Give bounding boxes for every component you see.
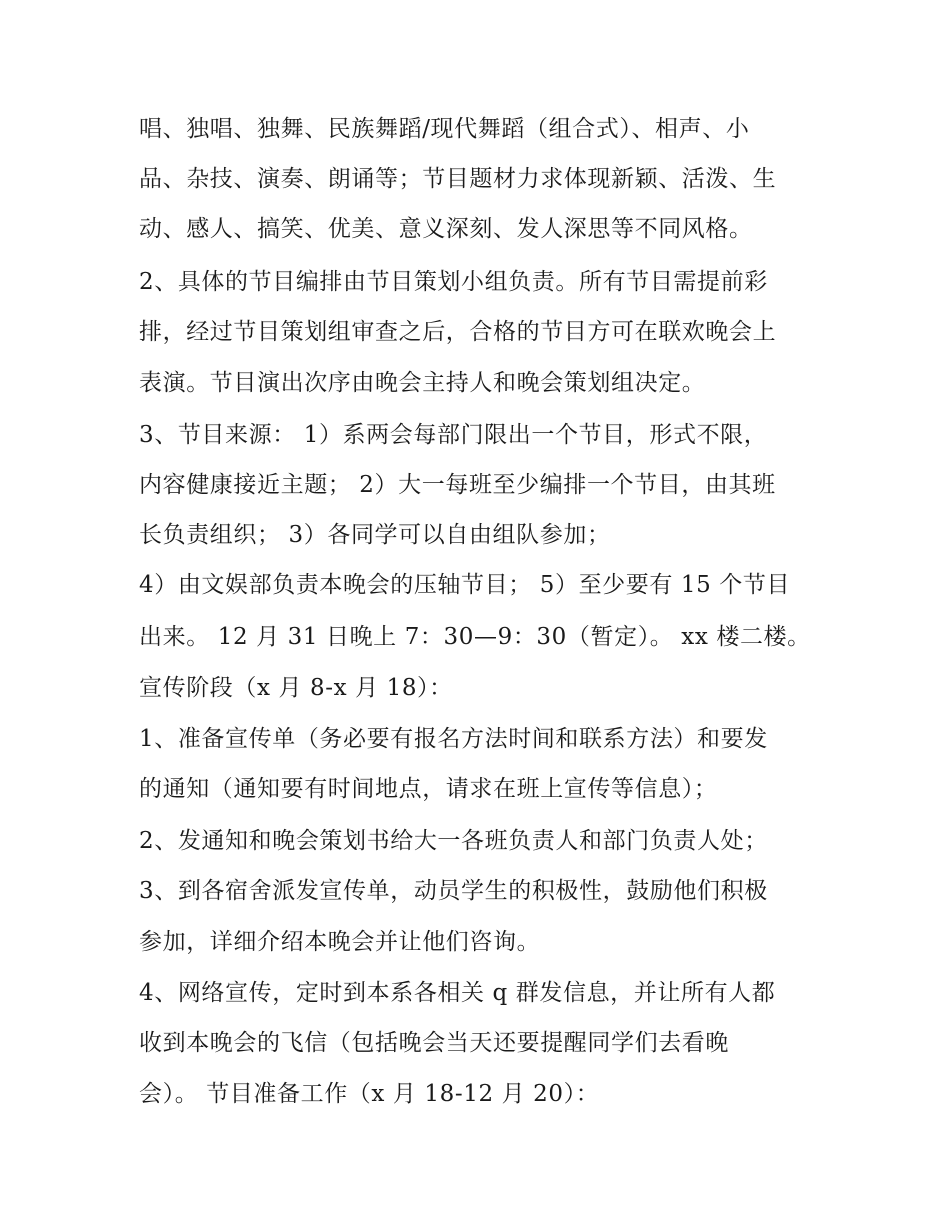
text-line: 2、具体的节目编排由节目策划小组负责。所有节目需提前彩 [139, 269, 768, 295]
text-line: 动、感人、搞笑、优美、意义深刻、发人深思等不同风格。 [139, 216, 753, 242]
text-line: 2、发通知和晚会策划书给大一各班负责人和部门负责人处； [139, 828, 768, 854]
text-line: 3、节目来源： 1）系两会每部门限出一个节目，形式不限， [139, 422, 768, 448]
text-line: 出来。 12 月 31 日晚上 7：30—9：30（暂定）。 xx 楼二楼。 [139, 624, 811, 650]
text-line: 参加，详细介绍本晚会并让他们咨询。 [139, 929, 541, 955]
text-line: 4、网络宣传，定时到本系各相关 q 群发信息，并让所有人都 [139, 980, 776, 1006]
text-line: 收到本晚会的飞信（包括晚会当天还要提醒同学们去看晚 [139, 1030, 729, 1056]
text-line: 的通知（通知要有时间地点，请求在班上宣传等信息）； [139, 776, 718, 802]
text-line: 唱、独唱、独舞、民族舞蹈/现代舞蹈（组合式）、相声、小 [139, 116, 750, 142]
text-line: 内容健康接近主题； 2）大一每班至少编排一个节目，由其班 [139, 472, 776, 498]
text-line: 品、杂技、演奏、朗诵等；节目题材力求体现新颖、活泼、生 [139, 166, 777, 192]
text-line: 会）。 节目准备工作（x 月 18-12 月 20）： [139, 1081, 600, 1107]
text-line: 3、到各宿舍派发宣传单，动员学生的积极性，鼓励他们积极 [139, 878, 768, 904]
text-line: 排，经过节目策划组审查之后，合格的节目方可在联欢晚会上 [139, 319, 777, 345]
text-line: 长负责组织； 3）各同学可以自由组队参加； [139, 522, 611, 548]
text-line: 宣传阶段（x 月 8-x 月 18）： [139, 675, 453, 701]
text-line: 表演。节目演出次序由晚会主持人和晚会策划组决定。 [139, 370, 706, 396]
text-line: 4）由文娱部负责本晚会的压轴节目； 5）至少要有 15 个节目 [139, 572, 791, 598]
text-line: 1、准备宣传单（务必要有报名方法时间和联系方法）和要发 [139, 726, 768, 752]
